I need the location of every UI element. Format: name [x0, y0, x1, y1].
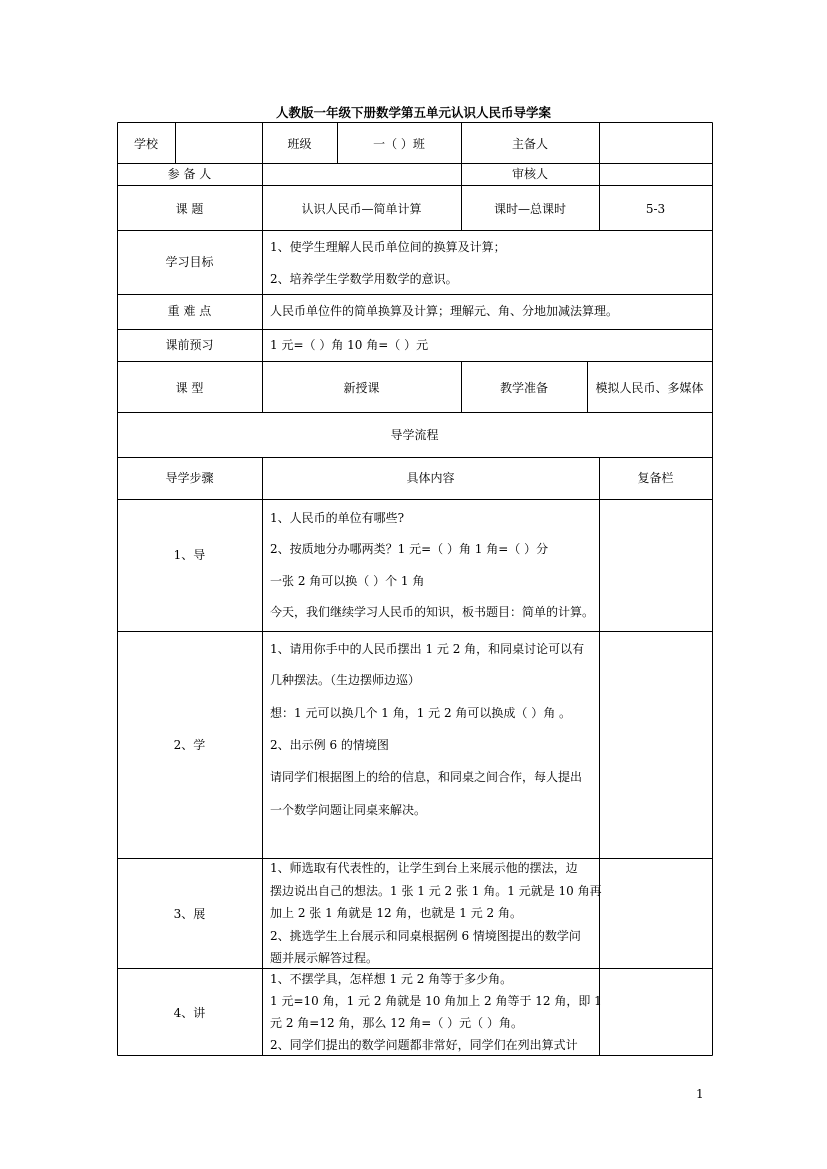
lesson-type-value: 新授课	[343, 381, 380, 395]
topic-value: 认识人民币—简单计算	[301, 202, 422, 216]
period-value: 5-3	[645, 202, 666, 216]
step-content-line: 请同学们根据图上的给的信息，和同桌之间合作，每人提出	[270, 770, 583, 784]
period-label: 课时—总课时	[493, 202, 566, 216]
step-content-line: 想：1 元可以换几个 1 角，1 元 2 角可以换成（ ）角 。	[270, 706, 572, 720]
step-content-line: 1、师选取有代表性的，让学生到台上来展示他的摆法，边	[270, 861, 578, 875]
key-points-value: 人民币单位件的简单换算及计算；理解元、角、分地加减法算理。	[270, 304, 619, 318]
document-title: 人教版一年级下册数学第五单元认识人民币导学案	[275, 105, 551, 120]
flow-title: 导学流程	[390, 428, 439, 442]
step-content-line: 元 2 角=12 角，那么 12 角=（ ）元（ ）角。	[270, 1016, 523, 1030]
step-column-header: 导学步骤	[165, 471, 214, 485]
step-name: 3、展	[173, 907, 206, 921]
participants-label: 参 备 人	[167, 167, 212, 181]
lesson-type-label: 课 型	[175, 381, 204, 395]
class-value-field[interactable]: 一（ ）班	[373, 137, 425, 151]
goal-item: 1、使学生理解人民币单位间的换算及计算；	[270, 240, 506, 254]
topic-label: 课 题	[175, 202, 204, 216]
step-content-line: 一张 2 角可以换（ ）个 1 角	[270, 574, 425, 588]
step-content-line: 加上 2 张 1 角就是 12 角，也就是 1 元 2 角。	[270, 906, 522, 920]
reviewer-label: 审核人	[511, 167, 548, 181]
step-content-line: 几种摆法。（生边摆师边巡）	[270, 673, 421, 687]
page-number: 1	[696, 1087, 704, 1101]
step-content-line: 2、同学们提出的数学问题都非常好，同学们在列出算式计	[270, 1038, 578, 1052]
teaching-prep-value: 模拟人民币、多媒体	[595, 381, 704, 395]
step-content-line: 1、不摆学具，怎样想 1 元 2 角等于多少角。	[270, 972, 513, 986]
content-column-header: 具体内容	[406, 471, 455, 485]
step-content-line: 一个数学问题让同桌来解决。	[270, 803, 427, 817]
step-content-line: 摆边说出自己的想法。1 张 1 元 2 张 1 角。1 元就是 10 角再	[270, 884, 602, 898]
step-content-line: 1、人民币的单位有哪些?	[270, 511, 405, 525]
school-label: 学校	[133, 137, 158, 151]
class-label: 班级	[287, 137, 312, 151]
step-content-line: 1、请用你手中的人民币摆出 1 元 2 角，和同桌讨论可以有	[270, 642, 585, 656]
step-name: 4、讲	[173, 1006, 206, 1020]
step-content-line: 今天，我们继续学习人民币的知识，板书题目：简单的计算。	[270, 605, 595, 619]
teaching-prep-label: 教学准备	[499, 381, 548, 395]
preview-label: 课前预习	[165, 338, 214, 352]
notes-column-header: 复备栏	[637, 471, 674, 485]
step-content-line: 2、出示例 6 的情境图	[270, 738, 389, 752]
step-content-line: 题并展示解答过程。	[270, 951, 379, 965]
key-points-label: 重 难 点	[167, 304, 212, 318]
step-content-line: 2、挑选学生上台展示和同桌根据例 6 情境图提出的数学问	[270, 929, 581, 943]
step-content-line: 2、按质地分办哪两类？1 元=（ ）角 1 角=（ ）分	[270, 542, 549, 556]
step-content-line: 1 元=10 角，1 元 2 角就是 10 角加上 2 角等于 12 角，即 1	[270, 994, 602, 1008]
preview-value: 1 元=（ ）角 10 角=（ ）元	[270, 338, 429, 352]
goals-label: 学习目标	[165, 255, 214, 269]
goal-item: 2、培养学生学数学用数学的意识。	[270, 272, 458, 286]
preparer-label: 主备人	[511, 137, 548, 151]
step-name: 2、学	[173, 738, 206, 752]
step-name: 1、导	[173, 548, 206, 562]
